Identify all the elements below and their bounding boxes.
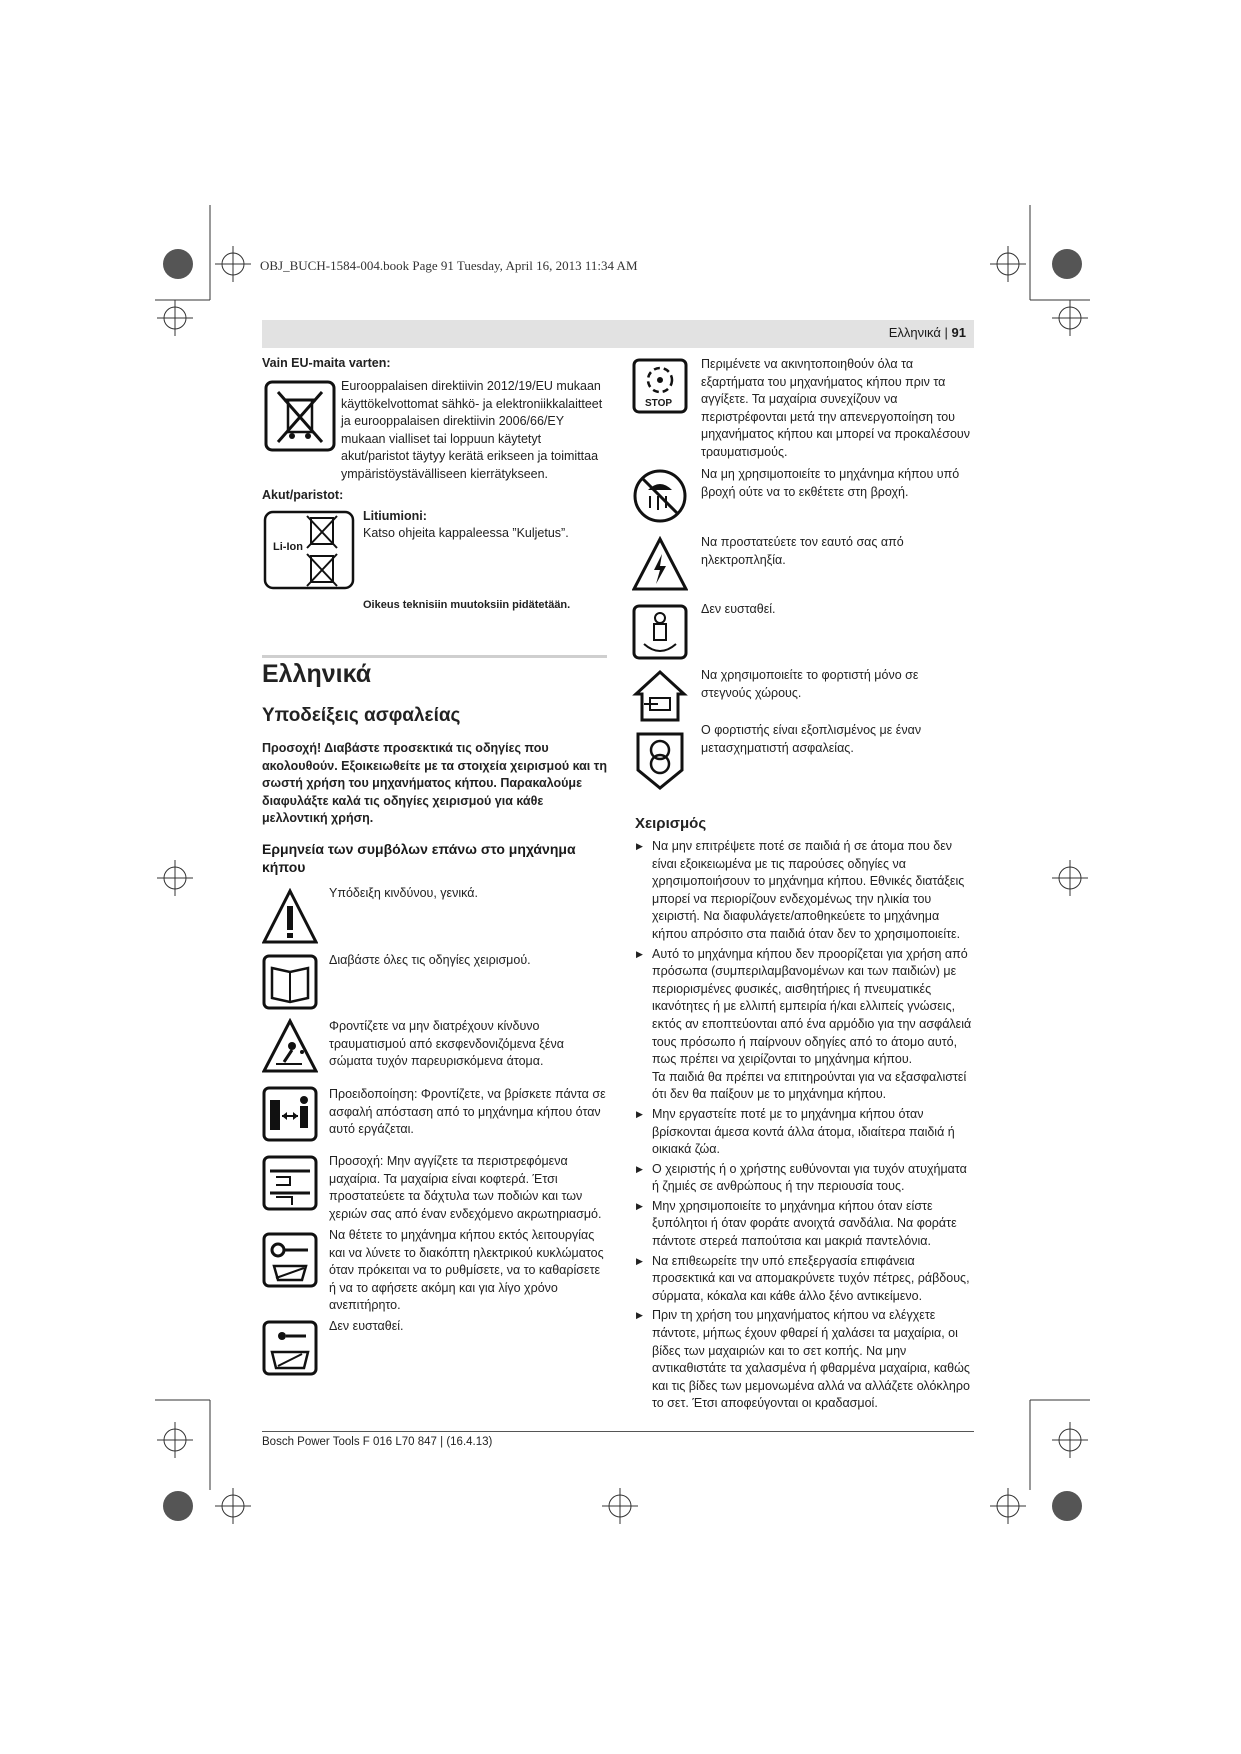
indoor-use-icon	[632, 668, 688, 724]
flying-debris-icon	[262, 1018, 318, 1074]
electric-shock-icon	[632, 536, 688, 592]
symbol-text: Περιμένετε να ακινητοποιηθούν όλα τα εξαρτήματα του μηχανήματος κήπου πριν τα αγγίξετε. Τα μαχαίρια συνεχίζουν να περιστρέφονται μετά την απενεργοποίηση του μηχανήματος κήπου και μπορεί να προκαλέσουν τραυματισμούς.	[701, 357, 971, 459]
unplug-manual-icon	[262, 1320, 318, 1376]
print-info-line: OBJ_BUCH-1584-004.book Page 91 Tuesday, April 16, 2013 11:34 AM	[260, 258, 638, 273]
safety-transformer-icon	[632, 726, 688, 792]
symbol-text: Προειδοποίηση: Φροντίζετε, να βρίσκετε πάντα σε ασφαλή απόσταση από το μηχάνημα κήπου όταν αυτό εργάζεται.	[329, 1087, 606, 1137]
operation-list	[636, 838, 976, 1415]
liion-label: Li-Ion	[273, 541, 303, 553]
symbol-text: Φροντίζετε να μην διατρέχουν κίνδυνο τραυματισμού από εκσφενδονιζόμενα ξένα σώματα τυχόν παρευρισκόμενα άτομα.	[329, 1019, 564, 1069]
symbol-text: Δεν ευσταθεί.	[701, 602, 776, 616]
rights-note: Oikeus teknisiin muutoksiin pidätetään.	[363, 599, 571, 611]
sharp-blades-icon	[262, 1155, 318, 1211]
symbol-text: Να θέτετε το μηχάνημα κήπου εκτός λειτουργίας και να λύνετε το διακόπτη ηλεκτρικού κυκλώματος όταν πρόκειται να το ρυθμίσετε, να το καθαρίσετε ή να το αφήσετε ακόμη και για λίγο χρόνο ανεπιτήρητο.	[329, 1228, 604, 1313]
eu-directive-text: Eurooppalaisen direktiivin 2012/19/EU mukaan käyttökelvottomat sähkö- ja elektroniikkalaitteet ja eurooppalaisen direktiivin 2006/66/EY mukaan vialliset tai loppuun käytetyt akut/paristot täytyy kerätä erikseen ja toimittaa ympäristöystävälliseen kierrätykseen.	[341, 379, 603, 481]
read-manual-icon	[262, 954, 318, 1010]
weee-bin-icon	[264, 380, 336, 452]
operation-title: Χειρισμός	[635, 815, 707, 832]
symbol-text: Να μη χρησιμοποιείτε το μηχάνημα κήπου υπό βροχή ούτε να το εκθέτετε στη βροχή.	[701, 467, 960, 499]
list-item: ▶ Πριν τη χρήση του μηχανήματος κήπου να ελέγχετε πάντοτε, μήπως έχουν φθαρεί ή χαλάσει τα μαχαίρια, οι βίδες των μαχαιριών και το σετ κοπής. Να μην αντικαθιστάτε τα χαλασμένα ή φθαρμένα μαχαίρια, καθώς και τις βίδες των μεμονωμένα αλλά να αλλάζετε ολόκληρο το σετ. Έτσι αποφεύγονται οι κραδασμοί.	[636, 1307, 976, 1413]
list-item: ▶ Να επιθεωρείτε την υπό επεξεργασία επιφάνεια προσεκτικά και να απομακρύνετε τυχόν πέτρες, ράβδους, σύρματα, κόκαλα και κάθε άλλο ξένο αντικείμενο.	[636, 1253, 976, 1306]
list-item: ▶ Μην εργαστείτε ποτέ με το μηχάνημα κήπου όταν βρίσκονται άμεσα κοντά άλλα άτομα, ιδιαίτερα παιδιά ή οικιακά ζώα.	[636, 1106, 976, 1159]
stop-blades-icon	[632, 358, 688, 414]
footer-text: Bosch Power Tools F 016 L70 847 | (16.4.13)	[262, 1436, 493, 1448]
no-rain-icon	[632, 468, 688, 524]
symbol-text: Δεν ευσταθεί.	[329, 1319, 404, 1333]
header-label: Ελληνικά | 91	[888, 325, 966, 340]
symbol-text: Να χρησιμοποιείτε το φορτιστή μόνο σε στεγνούς χώρους.	[701, 668, 919, 700]
list-item: ▶ Αυτό το μηχάνημα κήπου δεν προορίζεται για χρήση από πρόσωπα (συμπεριλαμβανομένων και των παιδιών) με περιορισμένες φυσικές, αισθητήριες ή πνευματικές ικανότητες ή με ελλιπή εμπειρία ή/και ελλιπείς γνώσεις, εκτός αν εποπτεύονται από ένα αρμόδιο για την ασφάλειά τους πρόσωπο ή παίρνουν οδηγίες από το άτομο αυτό, πως πρέπει να χειρίζονται το μηχάνημα κήπου. Τα παιδιά θα πρέπει να επιτηρούνται για να εξασφαλιστεί ότι δεν θα παίξουν με το μηχάνημα κήπου.	[636, 946, 976, 1104]
liion-heading: Litiumioni:	[363, 509, 427, 523]
symbol-text: Υπόδειξη κινδύνου, γενικά.	[329, 886, 478, 900]
operator-icon	[632, 604, 688, 660]
warning-triangle-icon	[262, 888, 318, 946]
warning-intro: Προσοχή! Διαβάστε προσεκτικά τις οδηγίες που ακολουθούν. Εξοικειωθείτε με τα στοιχεία χειρισμού και τη σωστή χρήση του μηχανήματος κήπου. Παρακαλούμε διαφυλάξτε καλά τις οδηγίες χειρισμού για κάθε μελλοντική χρήση.	[262, 741, 607, 826]
symbol-text: Διαβάστε όλες τις οδηγίες χειρισμού.	[329, 953, 531, 967]
footer-divider	[262, 1431, 974, 1432]
page-header	[262, 320, 974, 348]
symbol-text: Προσοχή: Μην αγγίζετε τα περιστρεφόμενα μαχαίρια. Τα μαχαίρια είναι κοφτερά. Έτσι προστατεύετε τα δάχτυλα των ποδιών και των χεριών σας από έναν ενδεχόμενο ακρωτηριασμό.	[329, 1154, 602, 1221]
liion-text: Katso ohjeita kappaleessa ”Kuljetus”.	[363, 526, 569, 540]
batteries-heading: Akut/paristot:	[262, 488, 344, 502]
section-divider	[262, 655, 607, 658]
header-section: Ελληνικά	[888, 325, 941, 340]
stop-label: STOP	[645, 398, 673, 409]
list-item: ▶ Μην χρησιμοποιείτε το μηχάνημα κήπου όταν είστε ξυπόλητοι ή όταν φοράτε ανοιχτά σανδάλια. Να φοράτε πάντοτε στερεά παπούτσια και μακριά παντελόνια.	[636, 1198, 976, 1251]
symbol-text: Να προστατεύετε τον εαυτό σας από ηλεκτροπληξία.	[701, 535, 904, 567]
symbols-title: Ερμηνεία των συμβόλων επάνω στο μηχάνημα κήπου	[262, 841, 576, 875]
children-note: Τα παιδιά θα πρέπει να επιτηρούνται για να εξασφαλιστεί ότι δεν θα παίξουν με το μηχάνημα κήπου.	[652, 1069, 967, 1102]
page-number: 91	[951, 325, 966, 340]
disconnect-key-icon	[262, 1232, 318, 1288]
liion-bin-icon	[263, 510, 355, 590]
language-title: Ελληνικά	[262, 660, 372, 688]
eu-heading: Vain EU-maita varten:	[262, 356, 391, 370]
safety-title: Υποδείξεις ασφαλείας	[262, 705, 461, 726]
list-item: ▶ Να μην επιτρέψετε ποτέ σε παιδιά ή σε άτομα που δεν είναι εξοικειωμένα με τις παρούσες οδηγίες να χρησιμοποιήσουν το μηχάνημα κήπου. Εθνικές διατάξεις μπορεί να περιορίζουν ενδεχομένως την ηλικία του χειριστή. Να διαφυλάγετε/αποθηκεύετε το μηχάνημα κήπου απρόσιτο στα παιδιά όταν δεν το χρησιμοποιείτε.	[636, 838, 976, 944]
safe-distance-icon	[262, 1086, 318, 1142]
list-item: ▶ Ο χειριστής ή ο χρήστης ευθύνονται για τυχόν ατυχήματα ή ζημιές σε ανθρώπους ή την περιουσία τους.	[636, 1161, 976, 1196]
symbol-text: Ο φορτιστής είναι εξοπλισμένος με έναν μετασχηματιστή ασφαλείας.	[701, 723, 922, 755]
